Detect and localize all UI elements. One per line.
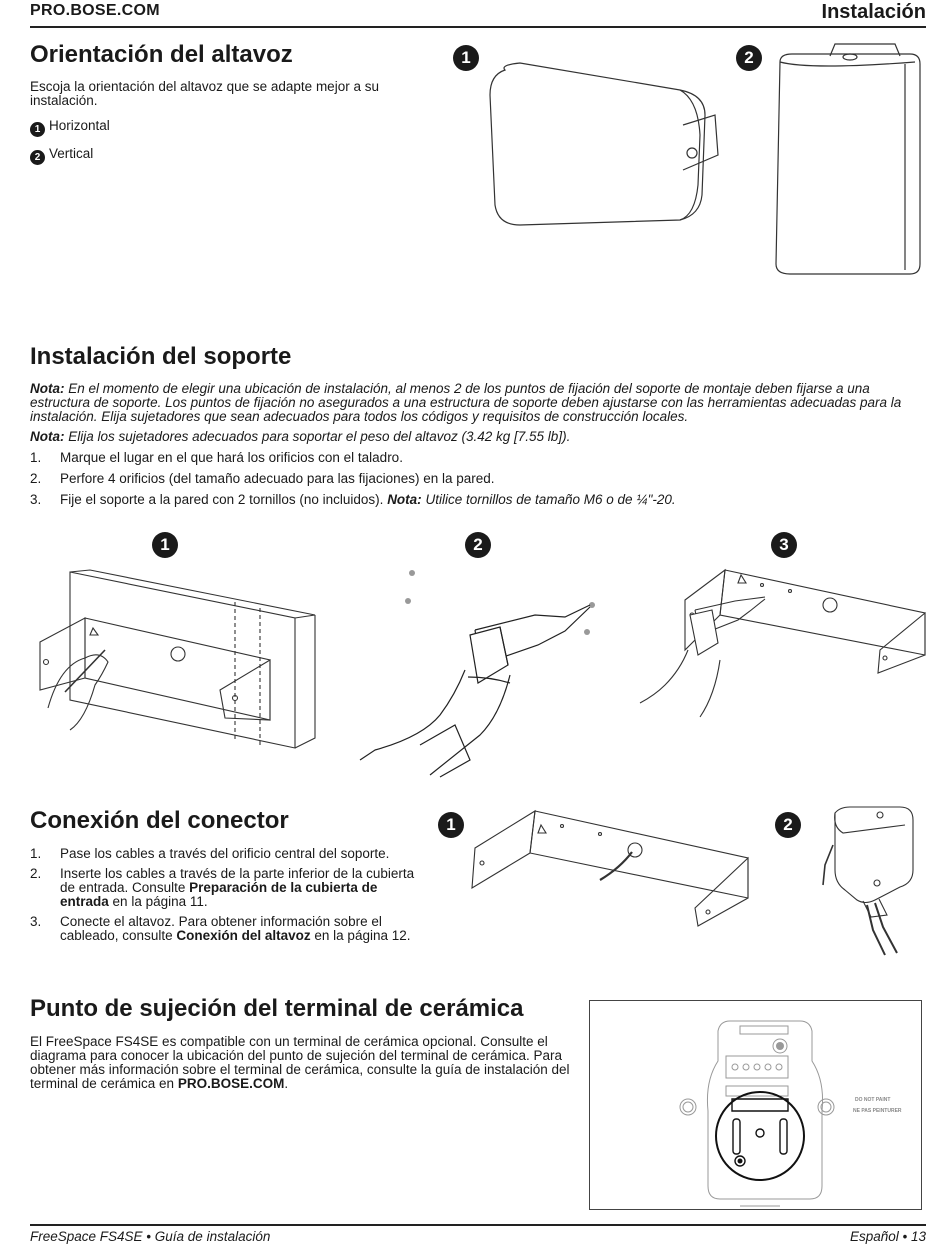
attach-bracket-illustration bbox=[640, 565, 930, 720]
connector-steps bbox=[30, 847, 415, 943]
header-rule bbox=[30, 26, 926, 28]
figure-number: 1 bbox=[453, 45, 479, 71]
list-item bbox=[30, 847, 415, 861]
orientation-title: Orientación del altavoz bbox=[30, 41, 293, 68]
ceramic-end: . bbox=[284, 1076, 289, 1091]
list-item bbox=[30, 867, 415, 909]
input-cover-illustration bbox=[805, 805, 920, 960]
note-text: Elija los sujetadores adecuados para soportar el peso del altavoz (3.42 kg [7.55 lb]). bbox=[68, 429, 571, 444]
step-text: Marque el lugar en el que hará los orificios con el taladro. bbox=[60, 450, 403, 465]
option-horizontal bbox=[30, 119, 110, 137]
step-number: 1. bbox=[30, 450, 42, 465]
ceramic-terminal-drawing bbox=[590, 1001, 923, 1211]
figure-number: 1 bbox=[438, 812, 464, 838]
bracket-steps bbox=[30, 451, 920, 507]
figure-number: 3 bbox=[771, 532, 797, 558]
list-item bbox=[30, 915, 415, 943]
section-title: Instalación bbox=[821, 1, 926, 23]
footer-title: FreeSpace FS4SE • Guía de instalación bbox=[30, 1229, 271, 1244]
list-item bbox=[30, 472, 920, 486]
note-text: En el momento de elegir una ubicación de instalación, al menos 2 de los puntos de fijación del soporte de montaje deben fijarse a una estructura de soporte. Los puntos de fijación no asegurados a una estructura de soporte deben ajustarse con las herramientas adecuadas para la instalación. Elija sujetadores que sean adecuados para todos los códigos y requisitos de construcción locales. bbox=[30, 381, 902, 424]
mark-holes-illustration bbox=[30, 570, 300, 750]
option-number: 2 bbox=[30, 150, 45, 165]
note-label: Nota: bbox=[30, 381, 65, 396]
step-number: 2. bbox=[30, 866, 42, 881]
option-label: Horizontal bbox=[49, 118, 110, 133]
step-text: Conecte el altavoz. Para obtener información sobre el cableado, consulte bbox=[60, 914, 382, 943]
step-text: en la página 11. bbox=[112, 894, 208, 909]
step-number: 2. bbox=[30, 471, 42, 486]
speaker-vertical-illustration bbox=[770, 42, 925, 280]
step-number: 3. bbox=[30, 914, 42, 929]
figure-number: 1 bbox=[152, 532, 178, 558]
connector-title: Conexión del conector bbox=[30, 807, 289, 834]
footer-rule bbox=[30, 1224, 926, 1226]
bracket-note-1 bbox=[30, 382, 920, 424]
figure-number: 2 bbox=[465, 532, 491, 558]
note-text: Utilice tornillos de tamaño M6 o de ¼"-20. bbox=[425, 492, 676, 507]
option-label: Vertical bbox=[49, 146, 94, 161]
footer-page: Español • 13 bbox=[849, 1229, 926, 1244]
ceramic-terminal-diagram bbox=[589, 1000, 922, 1210]
bracket-title: Instalación del soporte bbox=[30, 343, 292, 370]
ceramic-body: El FreeSpace FS4SE es compatible con un terminal de cerámica opcional. Consulte el diagrama para conocer la ubicación del punto de sujeción del terminal de cerámica. Para obtener más información sobre el terminal de cerámica, consulte la guía de instalación del terminal de cerámica en bbox=[30, 1034, 570, 1091]
step-link: Conexión del altavoz bbox=[176, 928, 311, 943]
option-number: 1 bbox=[30, 122, 45, 137]
diagram-label: NE PAS PEINTURER bbox=[853, 1108, 902, 1114]
list-item bbox=[30, 451, 920, 465]
step-text: en la página 12. bbox=[314, 928, 411, 943]
ceramic-title: Punto de sujeción del terminal de cerámica bbox=[30, 995, 524, 1022]
option-vertical bbox=[30, 147, 93, 165]
step-link: Preparación de la cubierta de entrada bbox=[60, 880, 378, 909]
step-number: 1. bbox=[30, 846, 42, 861]
bracket-cables-illustration bbox=[470, 808, 755, 930]
note-label: Nota: bbox=[30, 429, 65, 444]
list-item bbox=[30, 493, 920, 507]
ceramic-link: PRO.BOSE.COM bbox=[177, 1076, 285, 1091]
diagram-label: DO NOT PAINT bbox=[855, 1097, 891, 1103]
figure-number: 2 bbox=[736, 45, 762, 71]
drill-illustration bbox=[360, 565, 610, 780]
step-number: 3. bbox=[30, 492, 42, 507]
step-text: Perfore 4 orificios (del tamaño adecuado para las fijaciones) en la pared. bbox=[60, 471, 495, 486]
bracket-note-2 bbox=[30, 430, 920, 444]
speaker-horizontal-illustration bbox=[480, 55, 730, 230]
orientation-intro: Escoja la orientación del altavoz que se adapte mejor a su instalación. bbox=[30, 79, 379, 108]
site-url: PRO.BOSE.COM bbox=[30, 2, 160, 19]
note-label: Nota: bbox=[387, 492, 422, 507]
ceramic-text bbox=[30, 1035, 575, 1091]
step-text: Inserte los cables a través de la parte inferior de la cubierta de entrada. Consulte bbox=[60, 866, 415, 895]
step-text: Fije el soporte a la pared con 2 tornillos (no incluidos). bbox=[60, 492, 384, 507]
figure-number: 2 bbox=[775, 812, 801, 838]
step-text: Pase los cables a través del orificio central del soporte. bbox=[60, 846, 390, 861]
